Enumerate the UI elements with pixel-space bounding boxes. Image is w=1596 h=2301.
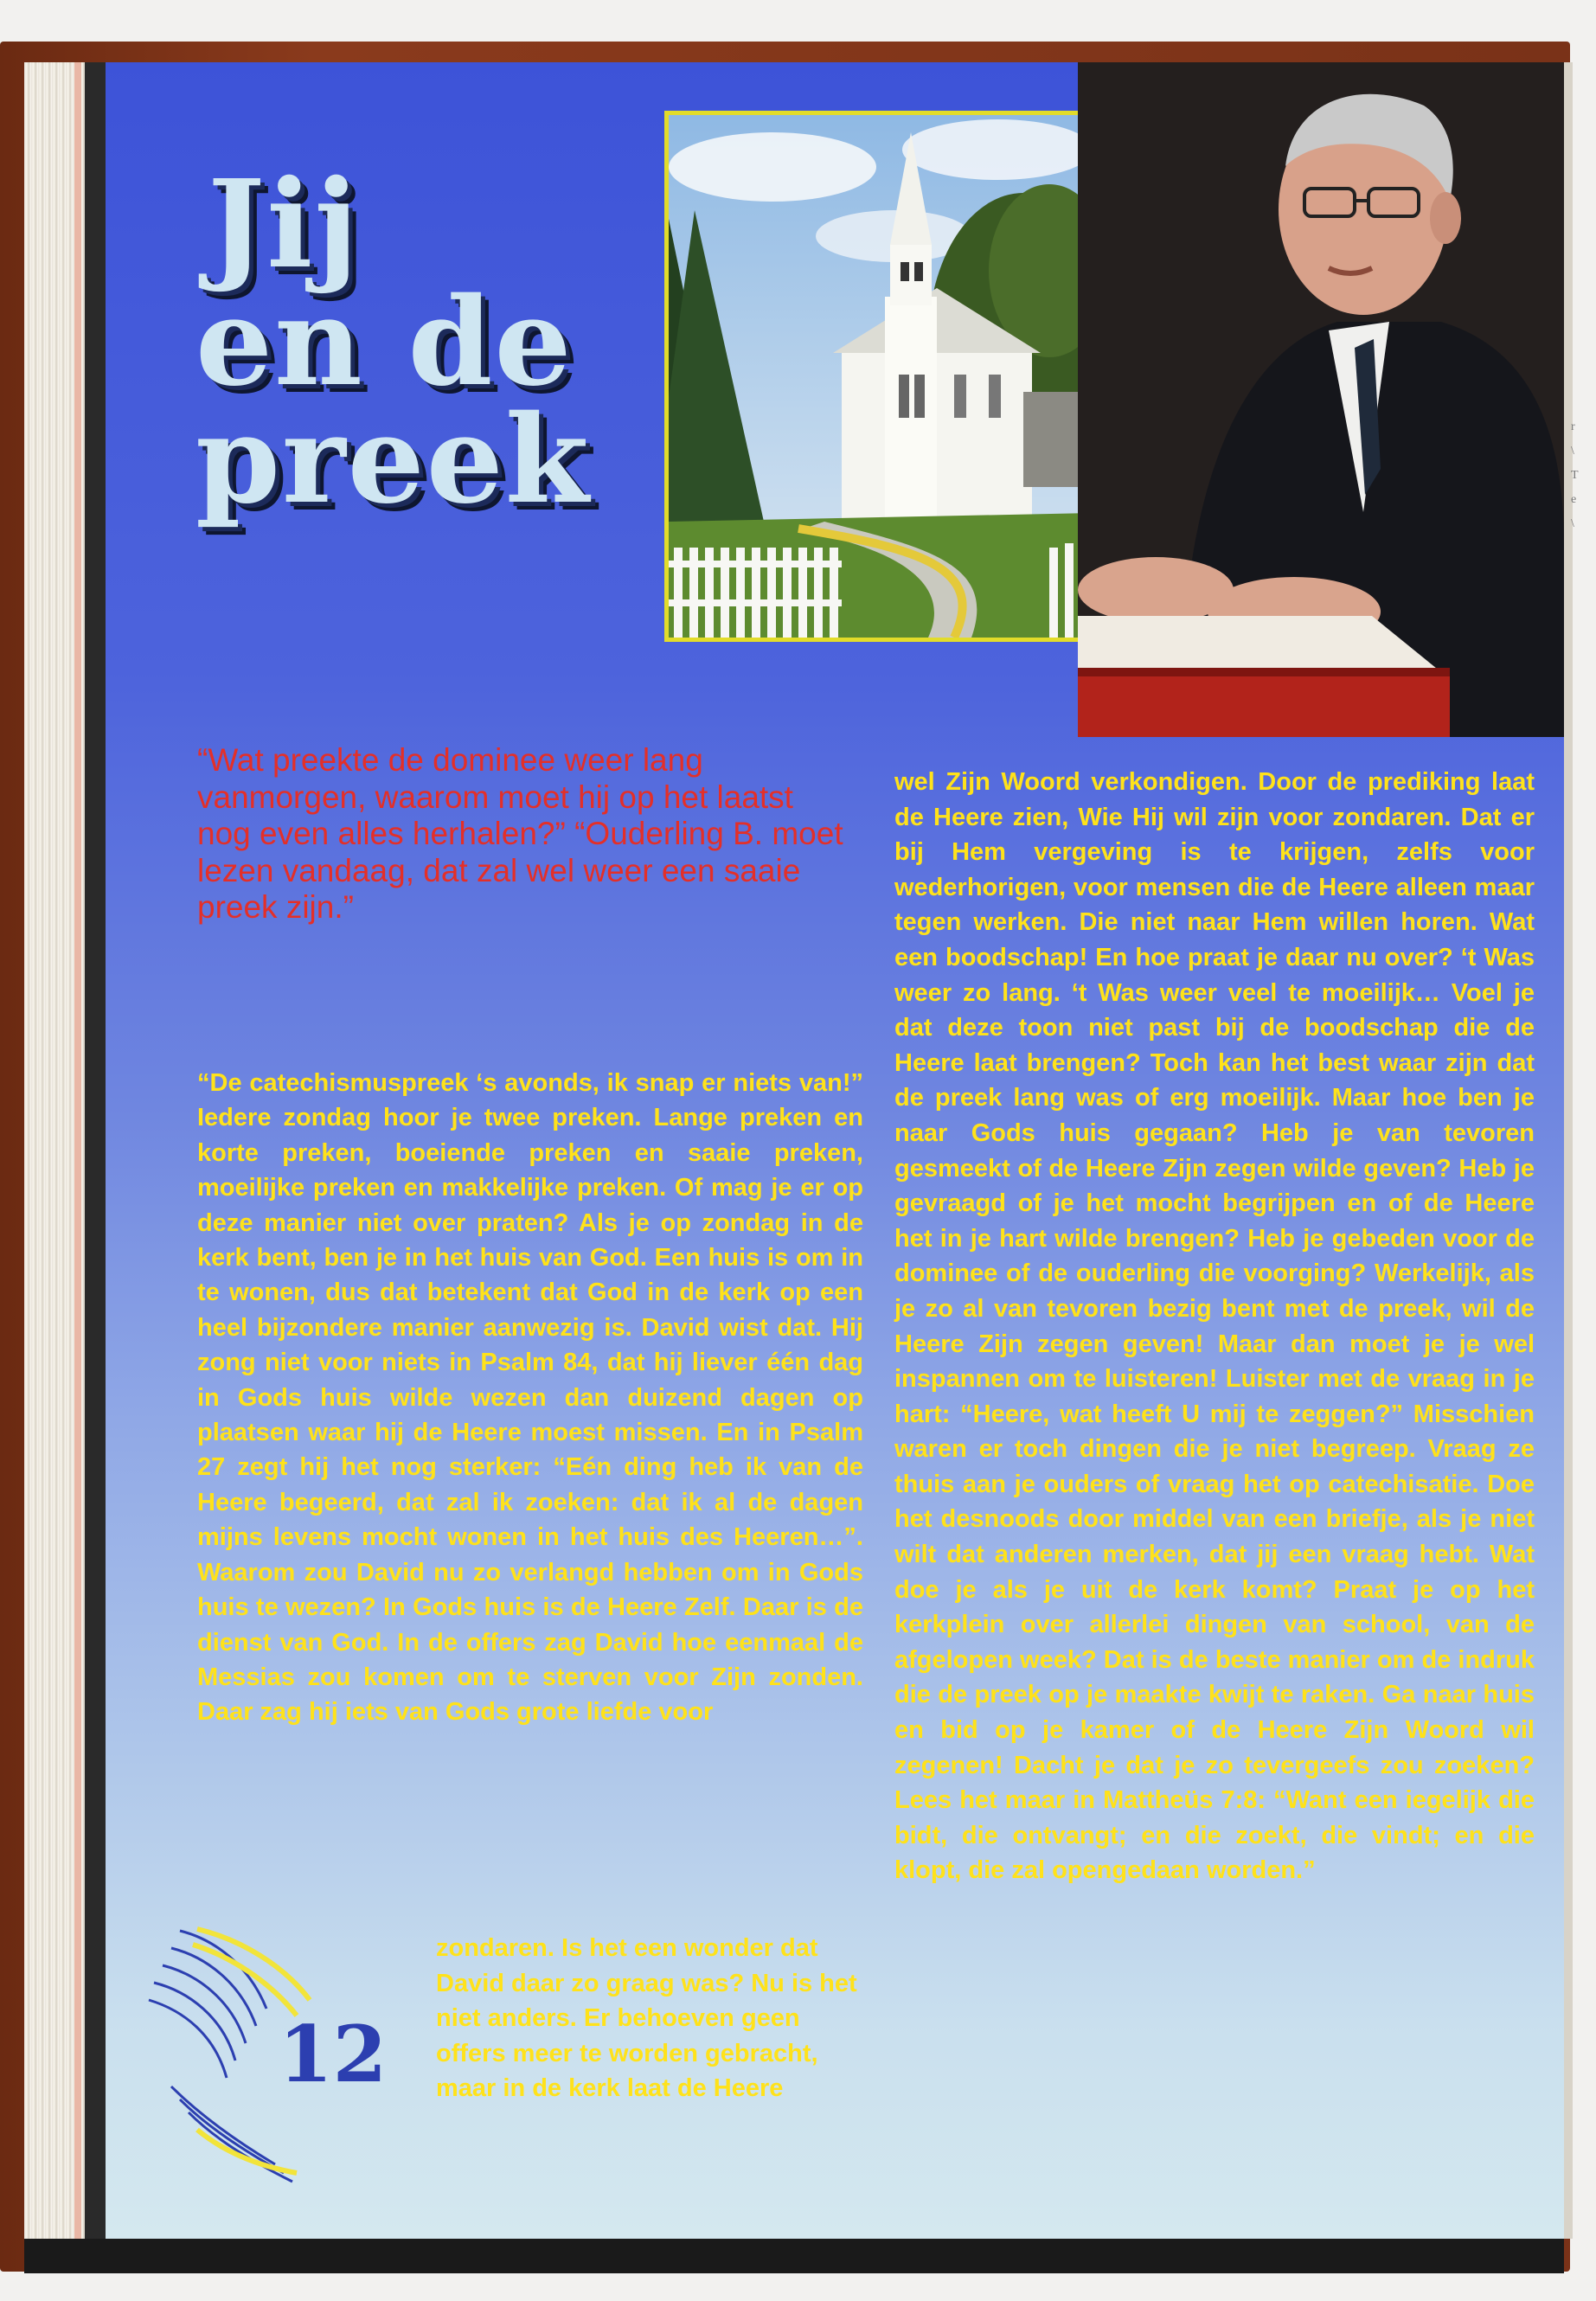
binding-bottom (24, 2239, 1564, 2273)
intro-quote: “Wat preekte de dominee weer lang vanmorgen, waarom moet hij op het laatst nog even alles herhalen?” “Ouderling B. moet lezen vandaag, dat zal wel weer een saaie preek zijn.” (197, 742, 843, 925)
right-page-edge (1564, 62, 1573, 2239)
edge-marks: r \ T e \ (1571, 420, 1579, 530)
church-illustration (669, 115, 1093, 638)
right-column-text: wel Zijn Woord verkondigen. Door de prediking laat de Heere zien, Wie Hij wil zijn voor zondaren. Dat er bij Hem vergeving is te krijgen, zelfs voor wederhorigen, voor mensen die de Heere alleen maar tegen werken. Die niet naar Hem willen horen. Wat een boodschap! En hoe praat je daar nu over? ‘t Was weer zo lang. ‘t Was weer veel te moeilijk… Voel je dat deze toon niet past bij de boodschap die de Heere laat brengen? Toch kan het best waar zijn dat de preek lang was of erg moeilijk. Maar hoe ben je naar Gods huis gegaan? Heb je van tevoren gesmeekt of de Heere Zijn zegen wilde geven? Heb je gevraagd of je het mocht begrijpen en of de Heere het in je hart wilde brengen? Heb je gebeden voor de dominee of de ouderling die voorging? Werkelijk, als je zo al van tevoren bezig bent met de preek, wil de Heere Zijn zegen geven! Maar dan moet je je wel inspannen om te luisteren! Luister met de vraag in je hart: “Heere, wat heeft U mij te zeggen?” Misschien waren er toch dingen die je niet begreep. Vraag ze thuis aan je ouders of vraag het op catechisatie. Doe het desnoods door middel van een briefje, als je niet wilt dat anderen merken, dat jij een vraag hebt. Wat doe je als je uit de kerk komt? Praat je op het kerkplein over allerlei dingen van school, van de afgelopen week? Dat is de beste manier om de indruk die de preek op je maakte kwijt te raken. Ga naar huis en bid op je kamer of de Heere Zijn Woord wil zegenen! Dacht je dat je zo tevergeefs zou zoeken? Lees het maar in Mattheüs 7:8: “Want een iegelijk die bidt, die ontvangt; en die zoekt, die vindt; en die klopt, die zal opengedaan worden.” (894, 768, 1535, 1885)
speaker-illustration (1078, 62, 1564, 737)
speaker-photo (1078, 62, 1564, 737)
left-column (197, 1066, 863, 1730)
book-gutter (85, 62, 106, 2242)
left-column-text: “De catechismuspreek ‘s avonds, ik snap er niets van!” Iedere zondag hoor je twee preken. Lange preken en korte preken, boeiende preken en saaie preken, moeilijke preken en makkelijke preken. Of mag je er op deze manier niet over praten? Als je op zondag in de kerk bent, ben je in het huis van God. Een huis is om in te wonen, dus dat betekent dat God in de kerk op een heel bijzondere manier aanwezig is. David wist dat. Hij zong niet voor niets in Psalm 84, dat hij liever één dag in Gods huis wilde wezen dan duizend dagen op plaatsen waar hij de Heere moest missen. En in Psalm 27 zegt hij het nog sterker: “Eén ding heb ik van de Heere begeerd, dat zal ik zoeken: dat ik al de dagen mijns levens mocht wonen in het huis des Heeren…”. Waarom zou David nu zo verlangd hebben om in Gods huis te wezen? In Gods huis is de Heere Zelf. Daar is de dienst van God. In de offers zag David hoe eenmaal de Messias zou komen om te sterven voor Zijn zonden. Daar zag hij iets van Gods grote liefde voor (197, 1069, 863, 1727)
church-photo (664, 111, 1097, 642)
magazine-page (106, 62, 1564, 2239)
left-column-continued (436, 1931, 860, 2106)
article-title (195, 154, 715, 531)
title-line-2: en de (195, 272, 574, 413)
page-number: 12 (279, 2009, 388, 2100)
title-line-3: preek (195, 389, 591, 531)
right-column (894, 765, 1535, 1888)
left-column-continued-text: zondaren. Is het een wonder dat David daar zo graag was? Nu is het niet anders. Er behoeven geen offers meer te worden gebracht, maar in de kerk laat de Heere (436, 1934, 857, 2102)
title-line-1: Jij (208, 154, 361, 296)
